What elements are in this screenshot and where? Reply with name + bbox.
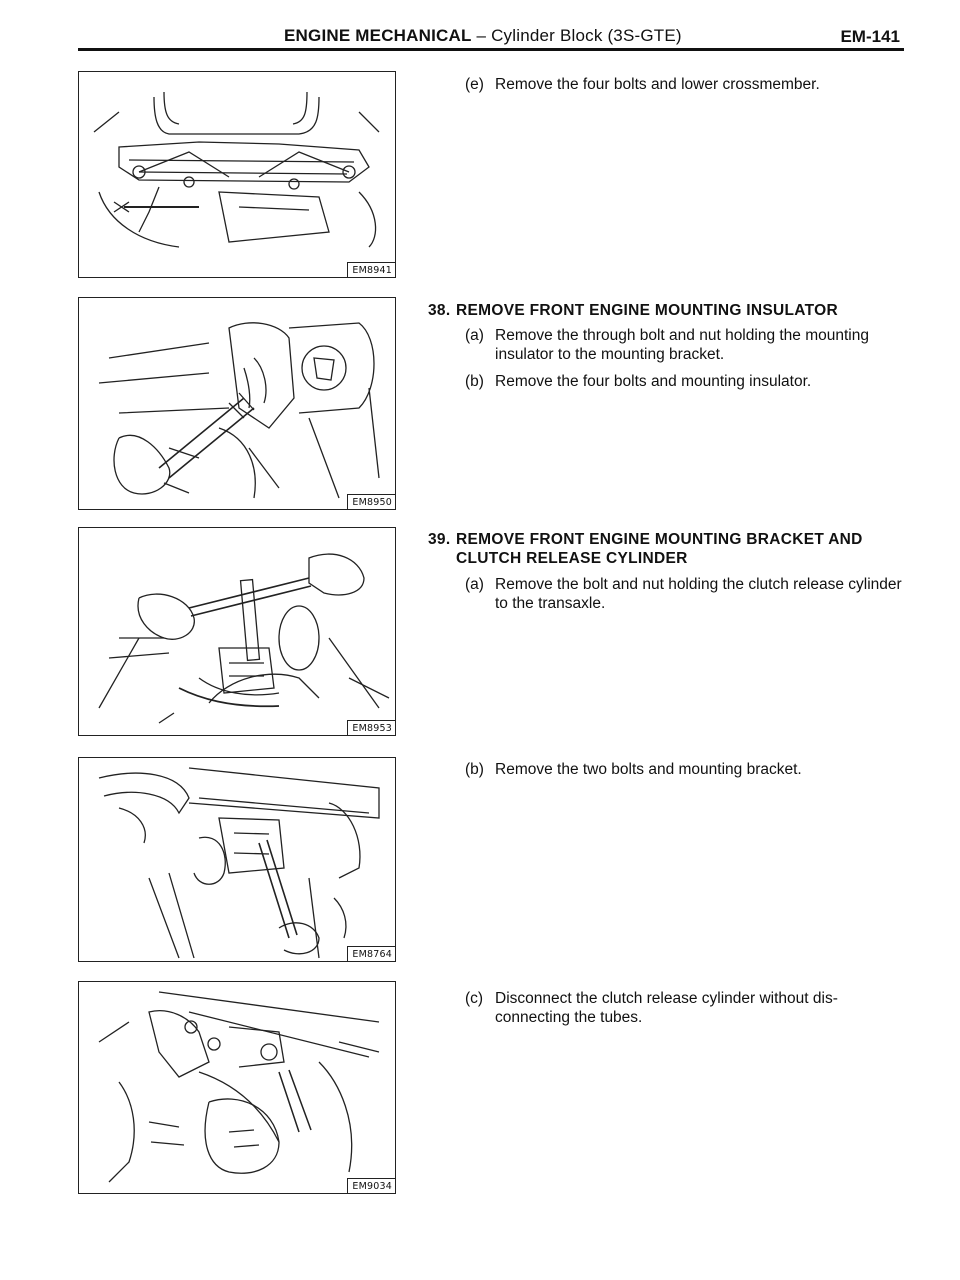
step-text: Remove the four bolts and lower crossmember.	[495, 76, 820, 93]
step-label: (e)	[465, 76, 484, 93]
figure-mounting-insulator	[78, 297, 396, 510]
step-label: (a)	[465, 327, 484, 344]
page-header	[78, 24, 904, 48]
step-38-b	[465, 372, 909, 391]
figure-clutch-release-cylinder	[78, 981, 396, 1194]
mounting-insulator-illustration	[79, 298, 395, 509]
step-heading-line-2: CLUTCH RELEASE CYLINDER	[456, 550, 688, 567]
step-number: 38.	[428, 302, 451, 319]
header-rule	[78, 48, 904, 51]
two-bolts-illustration	[79, 758, 395, 961]
crossmember-illustration	[79, 72, 395, 277]
step-39-c	[465, 989, 909, 1027]
step-label: (b)	[465, 761, 484, 778]
page-number: EM-141	[840, 27, 900, 46]
figure-code: EM8950	[347, 494, 395, 509]
step-text: Remove the through bolt and nut holding the mounting insulator to the mounting bracket.	[495, 327, 869, 363]
clutch-release-cylinder-illustration	[79, 982, 395, 1193]
step-text: Disconnect the clutch release cylinder without dis-connecting the tubes.	[495, 990, 838, 1026]
figure-code: EM8953	[347, 720, 395, 735]
step-text: Remove the bolt and nut holding the clutch release cylinder to the transaxle.	[495, 576, 902, 612]
step-text: Remove the two bolts and mounting bracket.	[495, 761, 802, 778]
figure-code: EM9034	[347, 1178, 395, 1193]
step-39-b	[465, 760, 909, 779]
step-39-heading	[428, 530, 908, 568]
section-title	[284, 26, 682, 46]
step-text: Remove the four bolts and mounting insulator.	[495, 373, 812, 390]
step-label: (b)	[465, 373, 484, 390]
step-38-a	[465, 326, 909, 364]
step-heading-text: REMOVE FRONT ENGINE MOUNTING BRACKET AND	[456, 531, 863, 548]
section-title-bold: ENGINE MECHANICAL	[284, 26, 472, 45]
mounting-bracket-illustration	[79, 528, 395, 735]
figure-code: EM8941	[347, 262, 395, 277]
section-title-rest: – Cylinder Block (3S-GTE)	[471, 26, 682, 45]
step-39-a	[465, 575, 909, 613]
figure-mounting-bracket	[78, 527, 396, 736]
figure-two-bolts	[78, 757, 396, 962]
figure-crossmember	[78, 71, 396, 278]
step-heading-line-1	[428, 530, 908, 549]
step-heading-text: REMOVE FRONT ENGINE MOUNTING INSULATOR	[456, 302, 838, 319]
step-number: 39.	[428, 531, 451, 548]
step-e-lower-crossmember	[465, 75, 909, 94]
step-38-heading	[428, 301, 908, 320]
step-label: (c)	[465, 990, 484, 1007]
step-label: (a)	[465, 576, 484, 593]
figure-code: EM8764	[347, 946, 395, 961]
